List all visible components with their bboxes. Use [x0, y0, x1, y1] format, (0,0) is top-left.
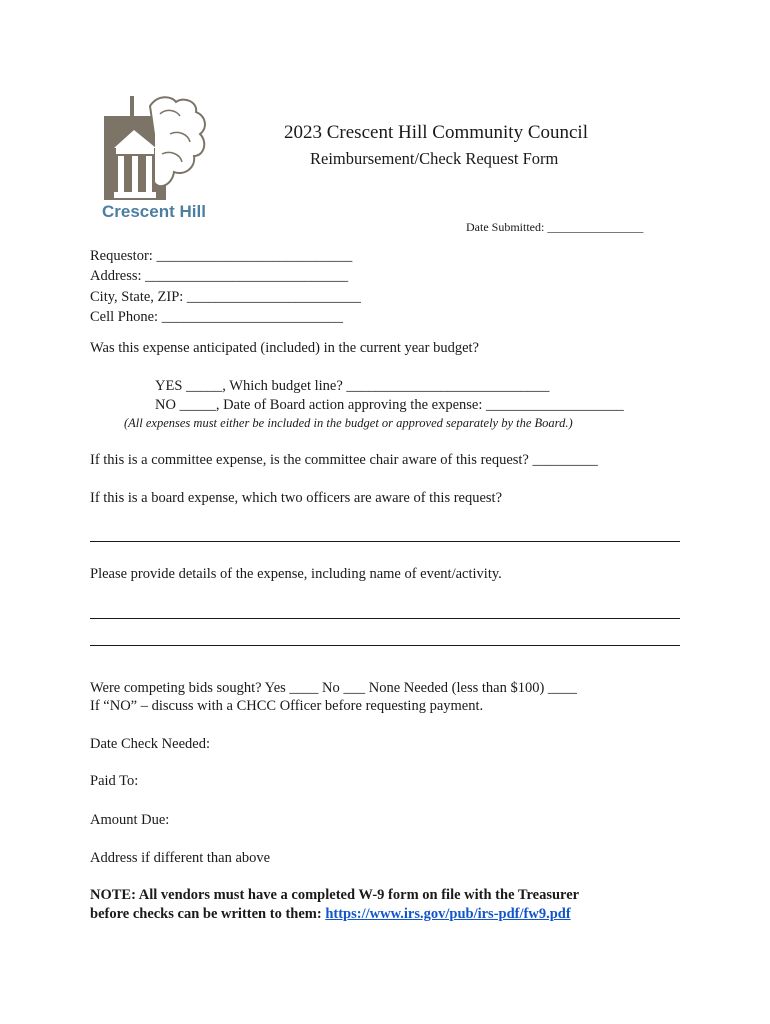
gazebo-tree-logo-icon [100, 94, 210, 204]
cell-phone-field[interactable]: Cell Phone: _________________________ [90, 309, 343, 325]
note-line-2 [90, 906, 571, 923]
page-title: 2023 Crescent Hill Community Council [284, 122, 588, 143]
city-state-zip-field[interactable]: City, State, ZIP: ________________________ [90, 289, 361, 305]
details-answer-line-2[interactable] [90, 645, 680, 646]
bids-question[interactable]: Were competing bids sought? Yes ____ No ___ None Needed (less than $100) ____ [90, 680, 577, 696]
address-field[interactable]: Address: ____________________________ [90, 268, 349, 284]
date-check-needed-field[interactable]: Date Check Needed: [90, 736, 210, 752]
note-line-2-text: before checks can be written to them: [90, 906, 326, 922]
logo-text: Crescent Hill [102, 202, 206, 221]
requestor-field[interactable]: Requestor: ___________________________ [90, 248, 353, 264]
committee-question[interactable]: If this is a committee expense, is the committee chair aware of this request? _________ [90, 452, 598, 468]
board-answer-line[interactable] [90, 541, 680, 542]
details-question: Please provide details of the expense, including name of event/activity. [90, 566, 502, 582]
note-line-1: NOTE: All vendors must have a completed W-9 form on file with the Treasurer [90, 887, 580, 903]
board-question: If this is a board expense, which two officers are aware of this request? [90, 490, 503, 506]
details-answer-line-1[interactable] [90, 618, 680, 619]
irs-w9-link[interactable]: https://www.irs.gov/pub/irs-pdf/fw9.pdf [325, 906, 571, 922]
budget-note: (All expenses must either be included in the budget or approved separately by the Board.) [124, 416, 573, 430]
page-subtitle: Reimbursement/Check Request Form [310, 149, 559, 168]
address-if-different-field[interactable]: Address if different than above [90, 850, 271, 866]
amount-due-field[interactable]: Amount Due: [90, 812, 170, 828]
paid-to-field[interactable]: Paid To: [90, 773, 139, 789]
crescent-hill-logo [100, 94, 215, 224]
budget-question: Was this expense anticipated (included) in the current year budget? [90, 340, 479, 356]
budget-yes-line[interactable]: YES _____, Which budget line? ____________________________ [155, 378, 550, 394]
bids-if-no: If “NO” – discuss with a CHCC Officer before requesting payment. [90, 698, 484, 714]
budget-no-line[interactable]: NO _____, Date of Board action approving the expense: ___________________ [155, 397, 624, 413]
date-submitted-field[interactable]: Date Submitted: ________________ [466, 220, 644, 234]
